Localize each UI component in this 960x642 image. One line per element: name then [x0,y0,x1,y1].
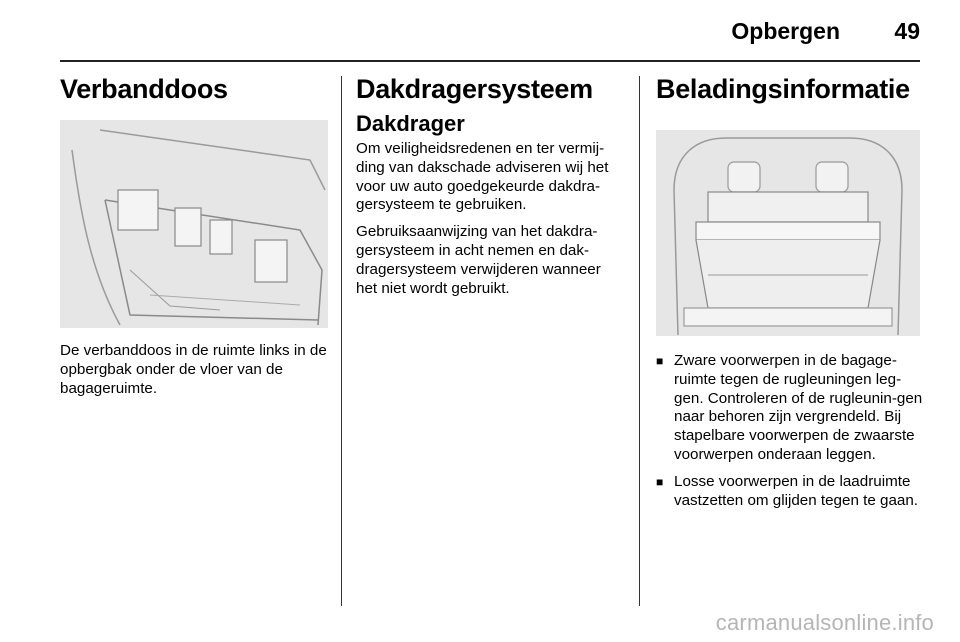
bullet-square-icon: ■ [656,354,664,368]
list-item [656,473,924,511]
section-heading-dakdragersysteem: Dakdragersysteem [356,74,593,104]
column-verbanddoos [60,72,328,406]
chapter-title: Opbergen [731,18,840,44]
list-item-text: Losse voorwerpen in de laadruimte vastzetten om glijden tegen te gaan. [674,472,919,509]
column-dakdrager [356,72,626,306]
page-number: 49 [894,18,920,44]
paragraph-dakdrager-2: Gebruiksaanwijzing van het dakdra-gersysteem in acht nemen en dak-dragersysteem verwijderen wanneer het niet wordt gebruikt. [356,223,601,297]
page-header [60,18,920,58]
header-rule [60,60,920,62]
paragraph-verbanddoos: De verbanddoos in de ruimte links in de opbergbak onder de vloer van de bagageruimte. [60,342,327,397]
loading-instructions-list [656,352,924,510]
bullet-square-icon: ■ [656,474,664,489]
illustration-luggage-compartment [60,120,328,328]
section-heading-beladingsinformatie: Beladingsinformatie [656,74,910,104]
section-heading-verbanddoos: Verbanddoos [60,74,228,104]
subheading-dakdrager: Dakdrager [356,111,465,136]
watermark: carmanualsonline.info [715,610,934,635]
list-item-text: Zware voorwerpen in de bagage-ruimte tegen de rugleuningen leg-gen. Controleren of de rugleunin-gen naar behoren zijn vergrendeld. Bij stapelbare voorwerpen de zwaarste voorwerpen onderaan leggen. [674,352,923,463]
column-divider-1 [341,76,342,606]
column-divider-2 [639,76,640,606]
column-belading [656,72,924,518]
paragraph-dakdrager-1: Om veiligheidsredenen en ter vermij-ding van dakschade adviseren wij het voor uw auto goedgekeurde dakdra-gersysteem te gebruiken. [356,140,609,214]
illustration-rear-cargo-view [656,130,920,336]
list-item [656,352,924,465]
